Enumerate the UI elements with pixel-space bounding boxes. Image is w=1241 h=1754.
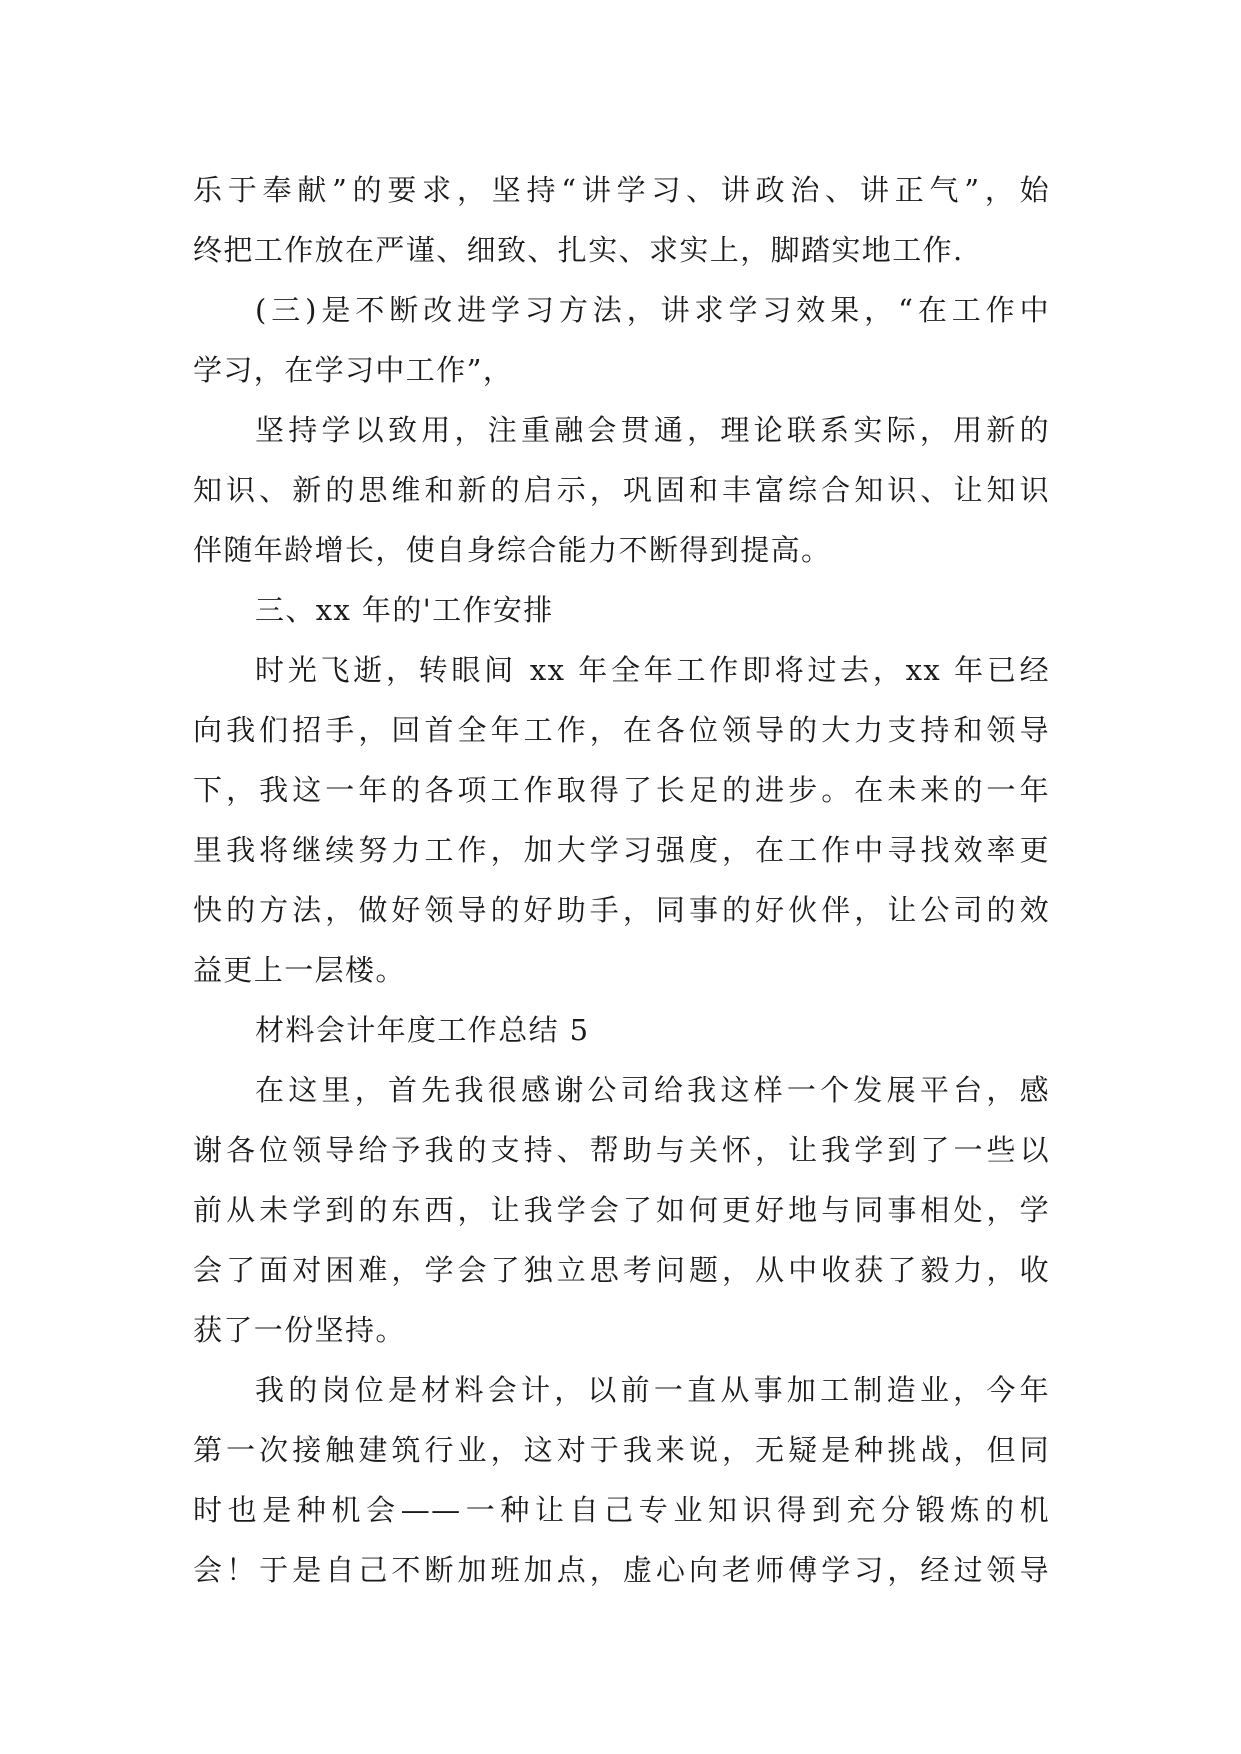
text-line: 谢各位领导给予我的支持、帮助与关怀，让我学到了一些以: [193, 1133, 1050, 1167]
paragraph-start-line: (三)是不断改进学习方法，讲求学习效果，“在工作中: [255, 293, 1050, 327]
text-line: 会了面对困难，学会了独立思考问题，从中收获了毅力，收: [193, 1253, 1050, 1287]
text-line: 时也是种机会——一种让自己专业知识得到充分锻炼的机: [193, 1493, 1050, 1527]
text-line: 乐于奉献”的要求，坚持“讲学习、讲政治、讲正气”，始: [193, 173, 1050, 207]
document-body: [193, 160, 1050, 1600]
text-line: 学习，在学习中工作”，: [193, 353, 514, 387]
paragraph-start-line: 时光飞逝，转眼间 xx 年全年工作即将过去，xx 年已经: [255, 653, 1050, 687]
section-heading: 材料会计年度工作总结 5: [255, 1013, 590, 1047]
section-heading: 三、xx 年的'工作安排: [255, 593, 554, 627]
text-line: 伴随年龄增长，使自身综合能力不断得到提高。: [193, 533, 832, 567]
paragraph-start-line: 坚持学以致用，注重融会贯通，理论联系实际，用新的: [255, 413, 1050, 447]
text-line: 向我们招手，回首全年工作，在各位领导的大力支持和领导: [193, 713, 1050, 747]
paragraph-start-line: 在这里，首先我很感谢公司给我这样一个发展平台，感: [255, 1073, 1050, 1107]
text-line: 会！于是自己不断加班加点，虚心向老师傅学习，经过领导: [193, 1553, 1050, 1587]
text-line: 知识、新的思维和新的启示，巩固和丰富综合知识、让知识: [193, 473, 1050, 507]
text-line: 快的方法，做好领导的好助手，同事的好伙伴，让公司的效: [193, 893, 1050, 927]
text-line: 益更上一层楼。: [193, 953, 406, 987]
text-line: 终把工作放在严谨、细致、扎实、求实上，脚踏实地工作.: [193, 233, 964, 267]
text-line: 前从未学到的东西，让我学会了如何更好地与同事相处，学: [193, 1193, 1050, 1227]
text-line: 下，我这一年的各项工作取得了长足的进步。在未来的一年: [193, 773, 1050, 807]
paragraph-start-line: 我的岗位是材料会计，以前一直从事加工制造业，今年: [255, 1373, 1050, 1407]
text-line: 里我将继续努力工作，加大学习强度，在工作中寻找效率更: [193, 833, 1050, 867]
text-line: 获了一份坚持。: [193, 1313, 406, 1347]
text-line: 第一次接触建筑行业，这对于我来说，无疑是种挑战，但同: [193, 1433, 1050, 1467]
